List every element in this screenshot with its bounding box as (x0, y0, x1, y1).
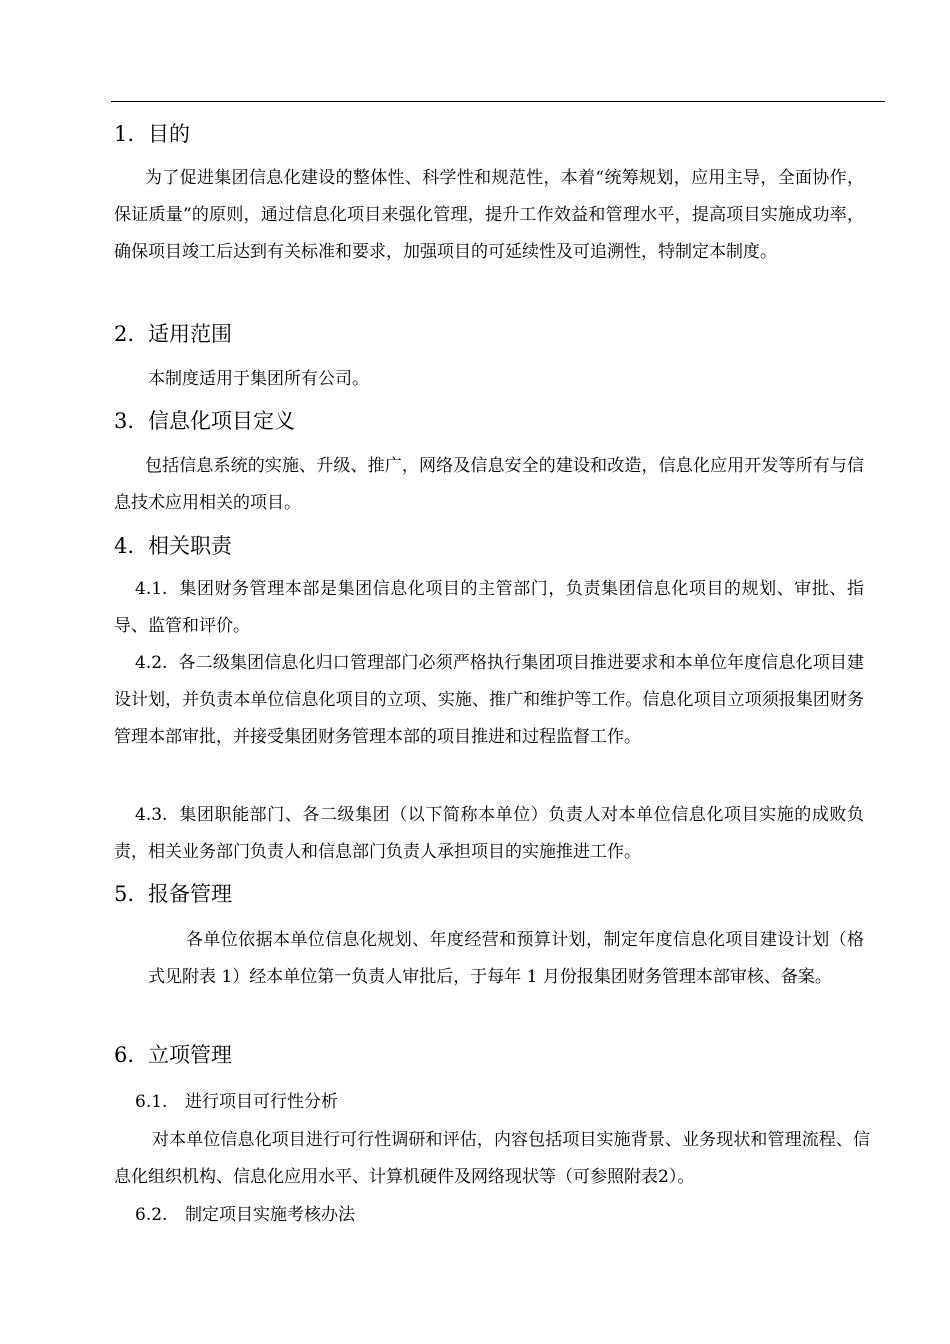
section-1-body: 为了促进集团信息化建设的整体性、科学性和规范性，本着“统筹规划，应用主导，全面协作，保证质量”的原则，通过信息化项目来强化管理，提升工作效益和管理水平，提高项目实施成功率，确保项目竣工后达到有关标准和要求，加强项目的可延续性及可追溯性，特制定本制度。 (114, 168, 864, 262)
section-title: 相关职责 (148, 534, 232, 558)
clause-text: 集团职能部门、各二级集团（以下简称本单位）负责人对本单位信息化项目实施的成败负责，相关业务部门负责人和信息部门负责人承担项目的实施推进工作。 (114, 805, 865, 862)
section-2-body: 本制度适用于集团所有公司。 (148, 369, 369, 389)
section-number: 3. (114, 409, 135, 433)
clause-text: 各二级集团信息化归口管理部门必须严格执行集团项目推进要求和本单位年度信息化项目建设计划，并负责本单位信息化项目的立项、实施、推广和维护等工作。信息化项目立项须报集团财务管理本部审批，并接受集团财务管理本部的项目推进和过程监督工作。 (114, 653, 864, 747)
section-3-body: 包括信息系统的实施、升级、推广，网络及信息安全的建设和改造，信息化应用开发等所有与信息技术应用相关的项目。 (114, 456, 864, 513)
clause-number: 4.1. (135, 579, 168, 599)
clause-4-2 (114, 645, 864, 756)
section-heading-4 (114, 532, 864, 560)
section-heading-2 (114, 320, 864, 348)
section-number: 2. (114, 322, 135, 346)
section-number: 4. (114, 534, 135, 558)
section-heading-6 (114, 1041, 864, 1069)
section-heading-5 (114, 880, 864, 908)
section-title: 适用范围 (148, 322, 232, 346)
section-title: 信息化项目定义 (148, 409, 295, 433)
section-5-body: 各单位依据本单位信息化规划、年度经营和预算计划，制定年度信息化项目建设计划（格式见附表 1）经本单位第一负责人审批后，于每年 1 月份报集团财务管理本部审核、备案。 (148, 930, 864, 987)
clause-4-1 (114, 571, 864, 645)
clause-text: 集团财务管理本部是集团信息化项目的主管部门，负责集团信息化项目的规划、审批、指导、监管和评价。 (114, 579, 865, 636)
subsection-6-1-body: 对本单位信息化项目进行可行性调研和评估，内容包括项目实施背景、业务现状和管理流程、信息化组织机构、信息化应用水平、计算机硬件及网络现状等（可参照附表2）。 (114, 1130, 870, 1187)
subsection-title: 制定项目实施考核办法 (185, 1205, 355, 1225)
section-heading-3 (114, 407, 864, 435)
section-title: 报备管理 (148, 882, 232, 906)
subsection-6-2 (135, 1201, 885, 1229)
section-number: 5. (114, 882, 135, 906)
subsection-number: 6.2. (135, 1205, 168, 1225)
header-rule (111, 101, 885, 102)
subsection-title: 进行项目可行性分析 (185, 1092, 338, 1112)
section-title: 立项管理 (148, 1043, 232, 1067)
clause-number: 4.2. (135, 653, 168, 673)
subsection-number: 6.1. (135, 1092, 168, 1112)
section-heading-1 (114, 120, 864, 148)
section-title: 目的 (148, 122, 190, 146)
clause-4-3 (114, 797, 864, 871)
section-number: 1. (114, 122, 135, 146)
section-number: 6. (114, 1043, 135, 1067)
clause-number: 4.3. (135, 805, 168, 825)
subsection-6-1 (135, 1088, 885, 1116)
